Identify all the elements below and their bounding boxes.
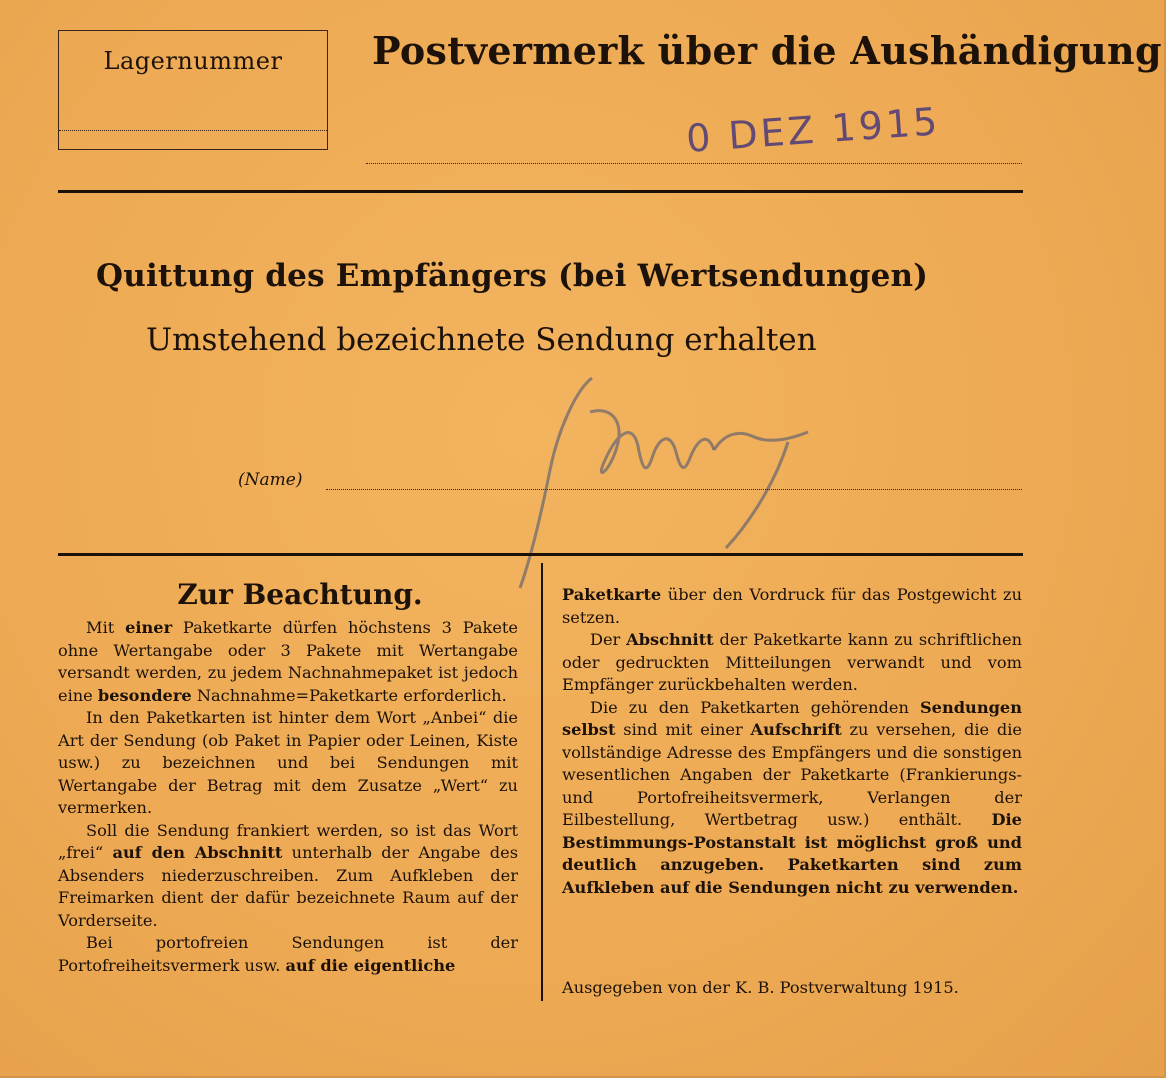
paragraph-text: Nachnahme=Paketkarte erforderlich. <box>191 685 507 705</box>
receipt-subtitle: Umstehend bezeichnete Sendung erhalten <box>146 322 817 358</box>
paragraph-text: Bei portofreien Sendungen ist der Portofreiheitsvermerk usw. <box>58 933 518 975</box>
emphasis-text: Aufschrift <box>750 720 842 739</box>
storage-number-box <box>58 30 328 150</box>
emphasis-text: auf den Abschnitt <box>112 843 283 862</box>
middle-divider <box>58 553 1023 556</box>
name-line <box>326 489 1022 490</box>
paragraph-text: In den Paketkarten ist hinter dem Wort „Anbei“ die Art der Sendung (ob Paket in Papier oder Leinen, Kiste usw.) zu bezeichnen und bei Sendungen mit Wertangabe der Betrag mit dem Zusatze „Wert“ zu vermerken. <box>58 708 518 817</box>
notice-paragraph <box>562 584 1022 629</box>
paragraph-text: der Paketkarte kann zu schriftlichen oder gedruckten Mitteilungen verwandt und vom Empfänger zurückbehalten werden. <box>562 630 1022 694</box>
issuer-footer-text: Ausgegeben von der K. B. Postverwaltung 1915. <box>562 978 959 997</box>
emphasis-text: einer <box>125 618 173 637</box>
notice-right-column <box>562 584 1022 899</box>
paragraph-text: zu versehen, die die vollständige Adresse des Empfängers und die sonstigen wesentlichen Angaben der Paketkarte (Frankierungs- und Portofreiheitsvermerk, Verlangen der Eilbestellung, Wertbetrag usw.) enthält. <box>562 720 1023 829</box>
notice-title: Zur Beachtung. <box>177 578 423 611</box>
emphasis-text: Sendungen selbst <box>562 697 1022 739</box>
date-stamp: 0 DEZ 1915 <box>684 99 942 161</box>
emphasis-text: besondere <box>97 685 192 705</box>
notice-paragraph <box>58 932 518 977</box>
paragraph-text: Der <box>590 630 627 649</box>
delivery-note-line <box>366 163 1022 164</box>
paragraph-text: Mit <box>86 618 126 637</box>
paragraph-text: Die zu den Paketkarten gehörenden <box>590 697 920 717</box>
notice-paragraph <box>58 820 518 933</box>
emphasis-text: auf die eigentliche <box>285 955 456 975</box>
receipt-title: Quittung des Empfängers (bei Wertsendungen) <box>96 258 929 294</box>
paragraph-text: über den Vordruck für das Postgewicht zu setzen. <box>562 585 1022 627</box>
emphasis-text: Die Bestimmungs-Postanstalt ist möglichst groß und deutlich anzugeben. Paketkarten sind zum Aufkleben auf die Sendungen nicht zu verwenden. <box>562 810 1022 897</box>
paragraph-text: Paketkarte dürfen höchstens 3 Pakete ohne Wertangabe oder 3 Pakete mit Wertangabe versandt werden, zu jedem Nachnahmepaket ist jedoch eine <box>58 618 518 705</box>
delivery-note-heading: Postvermerk über die Aushändigung <box>372 28 1162 73</box>
pencil-signature <box>380 350 830 610</box>
notice-left-column <box>58 617 518 977</box>
paragraph-text: Soll die Sendung frankiert werden, so ist das Wort „frei“ <box>58 820 518 862</box>
top-divider <box>58 190 1023 193</box>
paragraph-text: unterhalb der Angabe des Absenders niederzuschreiben. Zum Aufkleben der Freimarken dient der dafür bezeichnete Raum auf der Vorderseite. <box>58 843 519 930</box>
issuer-footer <box>562 977 1022 1000</box>
storage-number-label: Lagernummer <box>103 47 283 75</box>
emphasis-text: Abschnitt <box>626 630 714 649</box>
paragraph-text: sind mit einer <box>615 720 751 739</box>
name-label: (Name) <box>238 470 303 490</box>
storage-number-line <box>59 130 327 131</box>
emphasis-text: Paketkarte <box>562 585 662 604</box>
notice-paragraph <box>58 617 518 707</box>
notice-paragraph <box>58 707 518 820</box>
notice-paragraph <box>562 697 1022 900</box>
column-separator <box>541 563 543 1001</box>
notice-paragraph <box>562 629 1022 697</box>
